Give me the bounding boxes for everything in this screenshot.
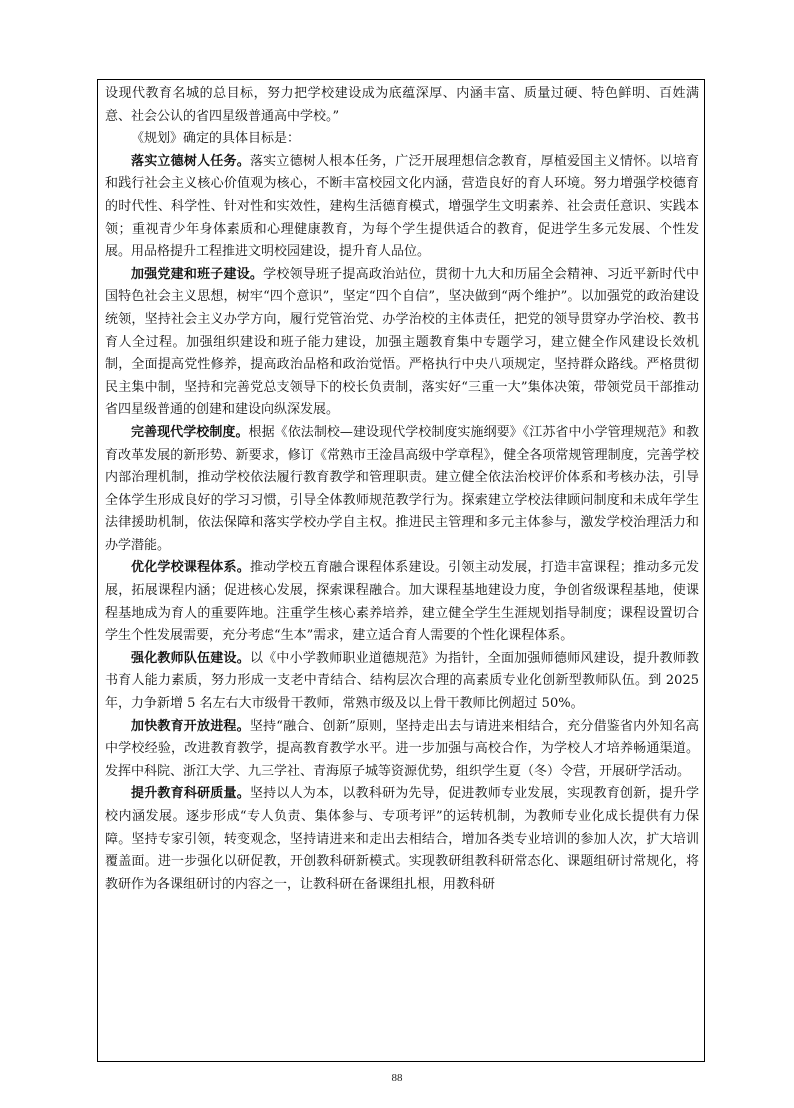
paragraph-heading: 完善现代学校制度。 xyxy=(131,424,249,440)
paragraph-text: 推动学校五育融合课程体系建设。引领主动发展，打造丰富课程；推动多元发展，拓展课程内涵；促进核心发展，探索课程融合。加大课程基地建设力度，争创省级课程基地，使课程基地成为育人的重要阵地。注重学生核心素养培养，建立健全学生生涯规划指导制度；课程设置切合学生个性发展需要，充分考虑“生本”需求，建立适合育人需要的个性化课程体系。 xyxy=(105,560,699,644)
paragraph-heading: 提升教育科研质量。 xyxy=(131,786,250,802)
paragraph-text: 《规划》确定的具体目标是： xyxy=(131,131,301,147)
paragraph-text: 坚持“融合、创新”原则，坚持走出去与请进来相结合，充分借鉴省内外知名高中学校经验，改进教育教学，提高教育教学水平。进一步加强与高校合作，为学校人才培养畅通渠道。发挥中科院、浙江大学、九三学社、青海原子城等资源优势，组织学生夏（冬）令营，开展研学活动。 xyxy=(105,718,699,779)
page-frame xyxy=(97,79,705,1062)
paragraph-moral-education xyxy=(105,151,699,264)
paragraph-research xyxy=(105,783,699,896)
paragraph-curriculum xyxy=(105,557,699,647)
page-number: 88 xyxy=(391,1072,403,1084)
paragraph-heading: 落实立德树人任务。 xyxy=(131,153,250,169)
paragraph-heading: 强化教师队伍建设。 xyxy=(131,650,250,666)
paragraph-continuation xyxy=(105,83,699,128)
paragraph-text: 设现代教育名城的总目标，努力把学校建设成为底蕴深厚、内涵丰富、质量过硬、特色鲜明、百姓满意、社会公认的省四星级普通高中学校。” xyxy=(105,86,699,124)
paragraph-intro xyxy=(105,128,699,151)
paragraph-school-system xyxy=(105,422,699,558)
paragraph-text: 以《中小学教师职业道德规范》为指针，全面加强师德师风建设，提升教师教书育人能力素质，努力形成一支老中青结合、结构层次合理的高素质专业化创新型教师队伍。到 2025 年，力争新增 5 名左右大市级骨干教师，常熟市级及以上骨干教师比例超过 50%。 xyxy=(105,650,699,712)
paragraph-openness xyxy=(105,716,699,784)
paragraph-heading: 优化学校课程体系。 xyxy=(131,560,250,576)
paragraph-text: 根据《依法制校—建设现代学校制度实施纲要》《江苏省中小学管理规范》和教育改革发展的新形势、新要求，修订《常熟市王淦昌高级中学章程》，健全各项常规管理制度，完善学校内部治理机制，推动学校依法履行教育教学和管理职责。建立健全依法治校评价体系和考核办法，引导全体学生形成良好的学习习惯，引导全体教师规范教学行为。探索建立学校法律顾问制度和未成年学生法律援助机制，依法保障和落实学校办学自主权。推进民主管理和多元主体参与，激发学校治理活力和办学潜能。 xyxy=(105,424,699,553)
paragraph-text: 落实立德树人根本任务，广泛开展理想信念教育，厚植爱国主义情怀。以培育和践行社会主义核心价值观为核心，不断丰富校园文化内涵，营造良好的育人环境。努力增强学校德育的时代性、科学性、针对性和实效性，建构生活德育模式，增强学生文明素养、社会责任意识、实践本领；重视青少年身体素质和心理健康教育，为每个学生提供适合的教育，促进学生多元发展、个性发展。用品格提升工程推进文明校园建设，提升育人品位。 xyxy=(105,153,699,260)
paragraph-text: 坚持以人为本，以教科研为先导，促进教师专业发展，实现教育创新，提升学校内涵发展。逐步形成“专人负责、集体参与、专项考评”的运转机制，为教师专业化成长提供有力保障。坚持专家引领，转变观念，坚持请进来和走出去相结合，增加各类专业培训的参加人次，扩大培训覆盖面。进一步强化以研促教，开创教科研新模式。实现教研组教科研常态化、课题组研讨常规化，将教研作为各课组研讨的内容之一，让教科研在备课组扎根，用教科研 xyxy=(105,786,699,892)
document-body xyxy=(105,83,699,896)
paragraph-teachers xyxy=(105,648,699,716)
paragraph-party-building xyxy=(105,264,699,422)
paragraph-heading: 加快教育开放进程。 xyxy=(131,718,250,734)
paragraph-text: 学校领导班子提高政治站位，贯彻十九大和历届全会精神、习近平新时代中国特色社会主义思想，树牢“四个意识”，坚定“四个自信”，坚决做到“两个维护”。以加强党的政治建设统领，坚持社会主义办学方向，履行党管治党、办学治校的主体责任，把党的领导贯穿办学治校、教书育人全过程。加强组织建设和班子能力建设，加强主题教育集中专题学习，建立健全作风建设长效机制，全面提高党性修养，提高政治品格和政治觉悟。严格执行中央八项规定，坚持群众路线。严格贯彻民主集中制，坚持和完善党总支领导下的校长负责制，落实好“三重一大”集体决策，带领党员干部推动省四星级普通的创建和建设向纵深发展。 xyxy=(105,266,699,418)
paragraph-heading: 加强党建和班子建设。 xyxy=(131,266,264,282)
